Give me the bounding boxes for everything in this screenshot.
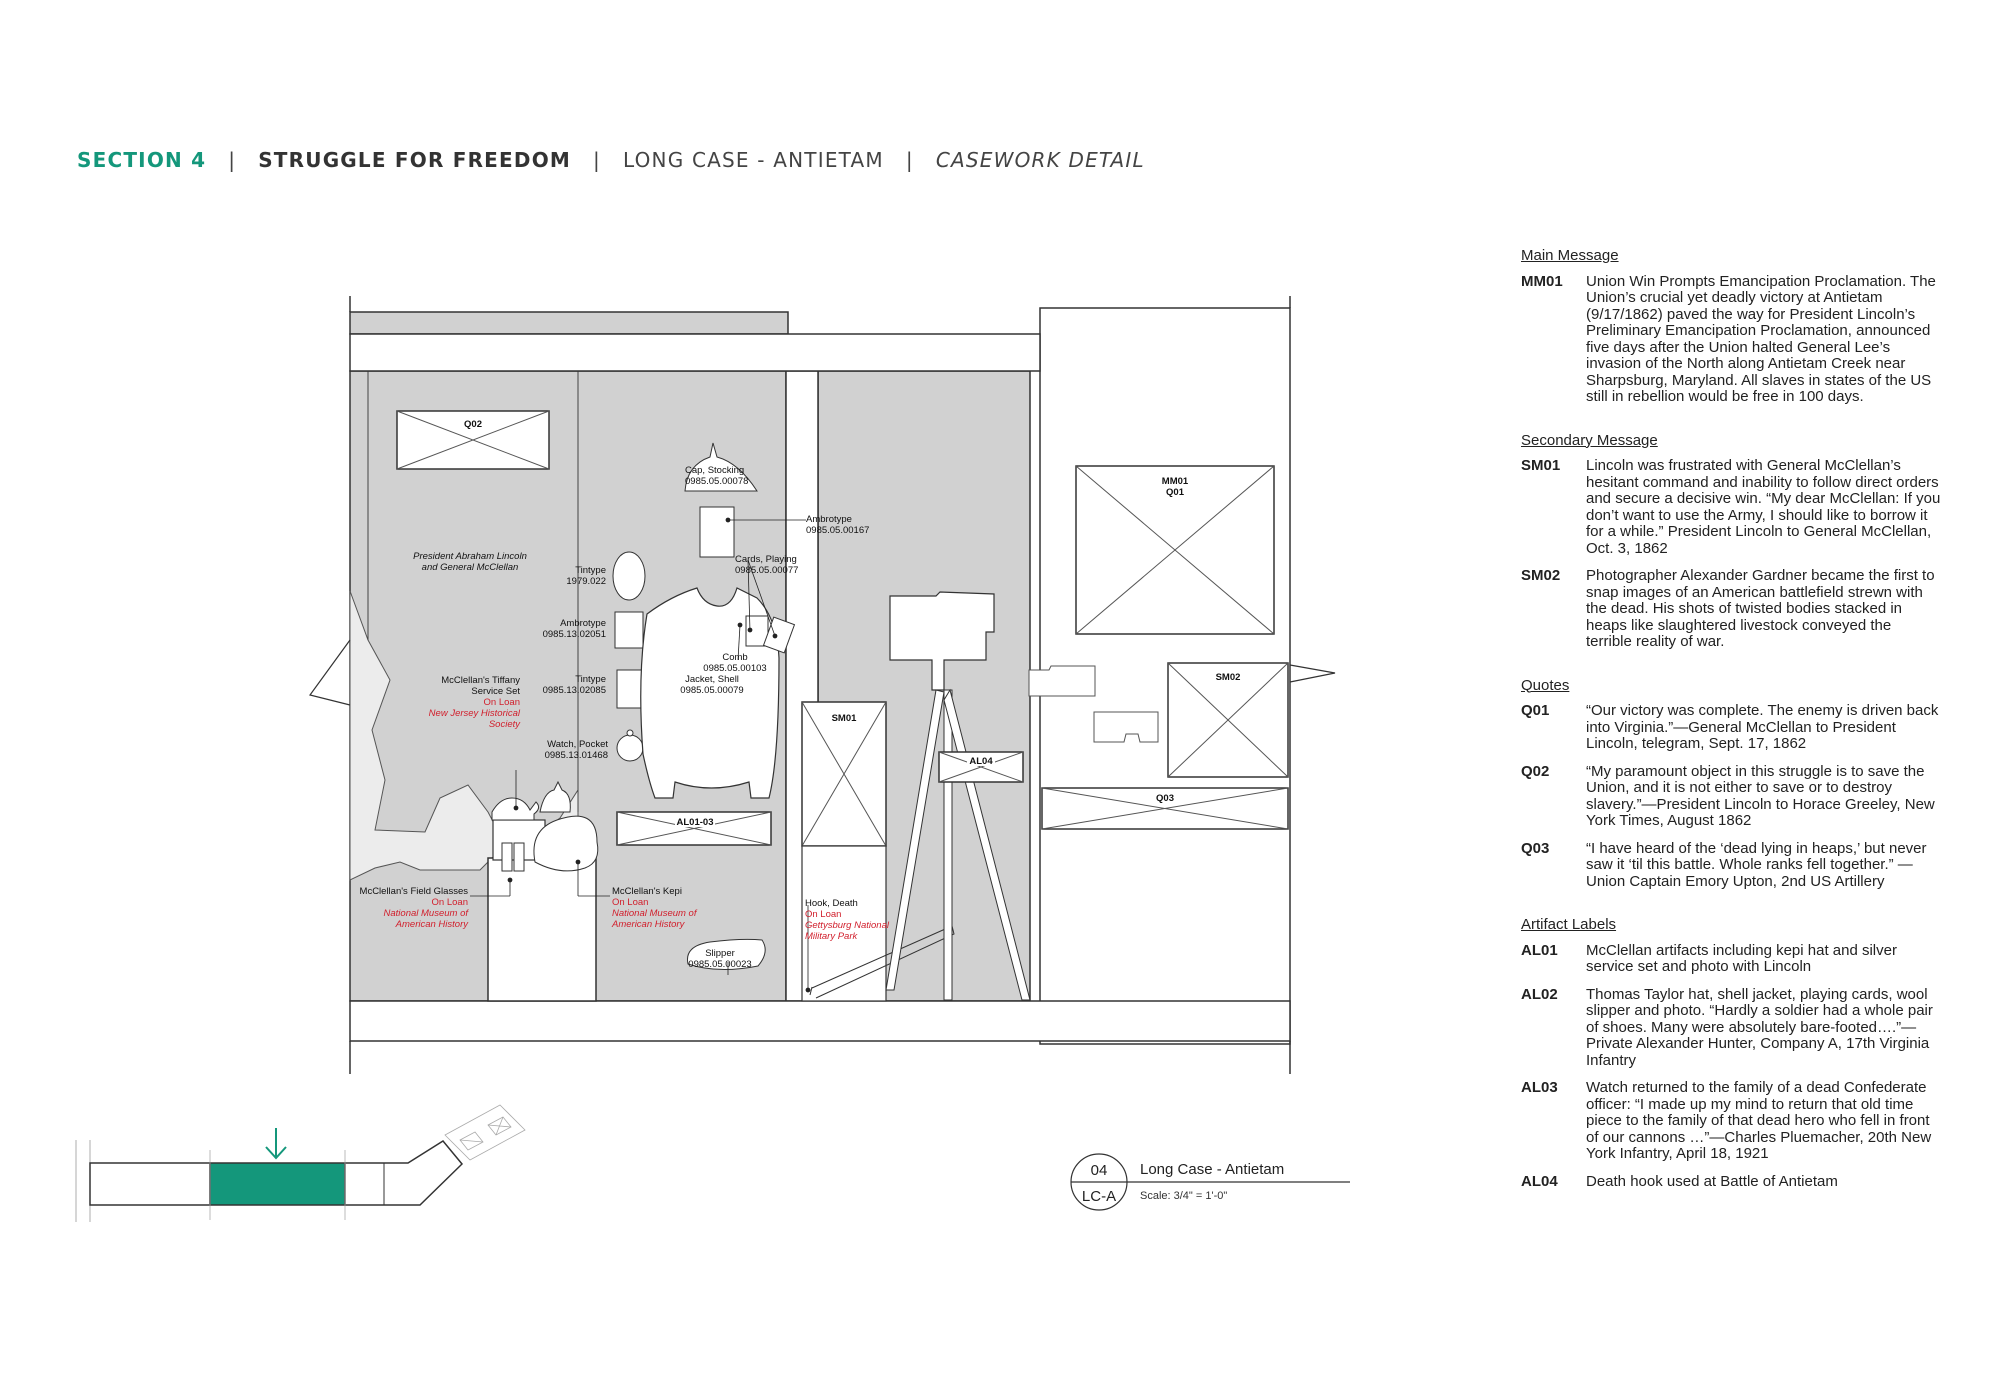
hook-lender-2: Military Park <box>805 931 858 942</box>
entry-code: SM01 <box>1521 457 1561 474</box>
quotes-heading: Quotes <box>1521 676 1570 694</box>
tintype-oval <box>613 552 645 600</box>
tiffany-label-2: Service Set <box>471 686 520 697</box>
list-item <box>1521 764 1941 830</box>
kepi-lender-2: American History <box>612 919 685 930</box>
ambrotype-top-label: Ambrotype <box>806 514 852 525</box>
entry-text: Death hook used at Battle of Antietam <box>1586 1172 1838 1190</box>
drawing-scale: Scale: 3/4" = 1'-0" <box>1140 1190 1228 1202</box>
al04-graphic <box>939 752 1023 782</box>
watch-number: 0985.13.01468 <box>544 750 608 761</box>
list-item <box>1521 1080 1941 1163</box>
header-divider: | <box>593 148 601 172</box>
quotes-group <box>1521 678 1941 891</box>
entry-code: SM02 <box>1521 567 1561 584</box>
drawing-title-block <box>1071 1154 1350 1210</box>
entry-code: Q03 <box>1521 839 1550 857</box>
watch-label: Watch, Pocket <box>547 739 608 750</box>
q02-label: Q02 <box>464 419 482 430</box>
q03-graphic <box>1042 788 1288 829</box>
photo-caption-line1: President Abraham Lincoln <box>413 551 527 562</box>
secondary-message-heading: Secondary Message <box>1521 431 1658 449</box>
list-item <box>1521 841 1941 891</box>
list-item <box>1521 458 1941 557</box>
header-divider: | <box>905 148 914 172</box>
comb-number: 0985.05.00103 <box>703 663 767 674</box>
case-base <box>350 1001 1290 1041</box>
list-item <box>1521 1174 1941 1191</box>
drawing-name: Long Case - Antietam <box>1140 1161 1285 1178</box>
artifact-labels-group <box>1521 917 1941 1190</box>
tiffany-loan: On Loan <box>483 697 520 708</box>
entry-code: AL01 <box>1521 941 1558 959</box>
cap-label: Cap, Stocking <box>685 465 745 476</box>
sm02-graphic <box>1168 663 1288 777</box>
sm02-label: SM02 <box>1215 672 1241 683</box>
watch-bow <box>627 730 633 736</box>
entry-code: AL03 <box>1521 1079 1558 1096</box>
key-plan-highlight <box>210 1163 345 1205</box>
drawing-number: 04 <box>1090 1162 1108 1179</box>
tintype-label: Tintype <box>575 565 606 576</box>
ambrotype-top <box>700 507 734 557</box>
q01-label: Q01 <box>1166 487 1184 498</box>
list-item <box>1521 568 1941 651</box>
tiffany-lender-2: Society <box>488 719 520 730</box>
tintype-rect <box>617 670 642 708</box>
case-name: LONG CASE - ANTIETAM <box>622 148 884 172</box>
break-mark <box>1290 665 1335 682</box>
entry-text: Union Win Prompts Emancipation Proclamation. The Union’s crucial yet deadly victory at Antietam (9/17/1862) paved the way for President Lincoln’s Preliminary Emancipation Proclamation, announced five days after the Union halted General Lee’s invasion of the North along Antietam Creek near Sharpsburg, Maryland. All slaves in states of the US still in rebellion would be free in 100 days. <box>1586 272 1936 405</box>
section-number: SECTION 4 <box>77 148 207 172</box>
entry-text: Lincoln was frustrated with General McClellan’s hesitant command and inability to follow direct orders and secure a decisive win. “My dear McClellan: If you don’t want to use the Army, I should like to borrow it for a while.” President Lincoln to General McClellan, Oct. 3, 1862 <box>1586 457 1941 557</box>
tiffany-label: McClellan's Tiffany <box>441 675 520 686</box>
tintype-number: 1979.022 <box>566 576 606 587</box>
header-divider: | <box>228 148 237 172</box>
glasses-lender-2: American History <box>395 919 468 930</box>
sm01-label: SM01 <box>831 713 857 724</box>
glasses-label: McClellan's Field Glasses <box>359 886 468 897</box>
kepi-label: McClellan's Kepi <box>612 886 682 897</box>
al04-label: AL04 <box>969 756 993 767</box>
field-glasses <box>514 843 524 871</box>
ambrotype-top-number: 0985.05.00167 <box>806 525 870 536</box>
entry-text: Thomas Taylor hat, shell jacket, playing cards, wool slipper and photo. “Hardly a soldier had a whole pair of shoes. Many were absolutely bare-footed….”—Private Alexander Hunter, Company A, 17th Virginia Infantry <box>1586 985 1933 1069</box>
entry-code: AL02 <box>1521 985 1558 1003</box>
pocket-watch <box>617 735 643 761</box>
glasses-lender: National Museum of <box>383 908 468 919</box>
content-schedule <box>1521 248 1941 1217</box>
entry-text: Watch returned to the family of a dead Confederate officer: “I made up my mind to return that old time piece to the family of that dead hero who fell in front of our cannons …”—Charles Pluemacher, 20th New York Infantry, April 18, 1921 <box>1586 1079 1932 1162</box>
artifact-labels-heading: Artifact Labels <box>1521 916 1617 933</box>
tintype2-number: 0985.13.02085 <box>542 685 606 696</box>
main-message-group <box>1521 248 1941 406</box>
al01-03-label: AL01-03 <box>676 817 714 828</box>
hook-loan: On Loan <box>805 909 842 920</box>
list-item <box>1521 703 1941 753</box>
entry-code: MM01 <box>1521 272 1563 290</box>
arrow-down-icon <box>266 1128 286 1158</box>
slipper-number: 0985.05.00023 <box>688 959 752 970</box>
photo-plate <box>1029 666 1095 696</box>
top-header-band <box>350 312 788 334</box>
comb-label: Comb <box>722 652 748 663</box>
al01-03-graphic <box>617 812 771 845</box>
mm01-label: MM01 <box>1161 476 1189 487</box>
jacket-number: 0985.05.00079 <box>680 685 744 696</box>
sm01-graphic <box>802 702 886 1001</box>
tintype2-label: Tintype <box>575 674 606 685</box>
sheet-type: CASEWORK DETAIL <box>935 148 1145 172</box>
ambrotype-mid <box>615 612 643 648</box>
list-item <box>1521 987 1941 1070</box>
glasses-loan: On Loan <box>431 897 468 908</box>
list-item <box>1521 274 1941 406</box>
photo-caption-line2: and General McClellan <box>421 562 519 573</box>
mm01-graphic <box>1076 466 1274 634</box>
entry-code: Q01 <box>1521 702 1550 719</box>
entry-text: Photographer Alexander Gardner became the first to snap images of an American battlefield strewn with the dead. His shots of twisted bodies stacked in heaps like slaughtered livestock conveyed the terrible reality of war. <box>1586 567 1935 650</box>
entry-code: AL04 <box>1521 1172 1558 1190</box>
break-mark <box>310 640 350 705</box>
sheet-number: LC-A <box>1081 1188 1117 1205</box>
entry-text: “I have heard of the ‘dead lying in heaps,’ but never saw it ‘til this battle. Whole ranks fell together.” —Union Captain Emory Upton, 2nd US Artillery <box>1586 839 1927 890</box>
main-message-heading: Main Message <box>1521 247 1619 264</box>
kepi-lender: National Museum of <box>612 908 697 919</box>
section-title: STRUGGLE FOR FREEDOM <box>258 148 572 172</box>
cards-number: 0985.05.00077 <box>735 565 799 576</box>
field-glasses <box>502 843 512 871</box>
key-plan <box>76 1105 525 1222</box>
kepi-loan: On Loan <box>612 897 649 908</box>
ambrotype-mid-label: Ambrotype <box>560 618 606 629</box>
slipper-label: Slipper <box>705 948 735 959</box>
secondary-message-group <box>1521 433 1941 651</box>
hook-label: Hook, Death <box>805 898 858 909</box>
entry-text: “My paramount object in this struggle is to save the Union, and it is not either to save or to destroy slavery.”—President Lincoln to Horace Greeley, New York Times, August 1862 <box>1586 762 1935 829</box>
entry-text: McClellan artifacts including kepi hat and silver service set and photo with Lincoln <box>1586 941 1897 975</box>
jacket-label: Jacket, Shell <box>685 674 739 685</box>
ambrotype-mid-number: 0985.13.02051 <box>542 629 606 640</box>
tiffany-lender: New Jersey Historical <box>428 708 520 719</box>
list-item <box>1521 943 1941 976</box>
hook-lender: Gettysburg National <box>805 920 889 931</box>
q02-graphic <box>397 411 549 469</box>
entry-text: “Our victory was complete. The enemy is driven back into Virginia.”—General McClellan to President Lincoln, telegram, Sept. 17, 1862 <box>1586 702 1939 752</box>
cards-label: Cards, Playing <box>735 554 797 565</box>
q03-label: Q03 <box>1156 793 1174 804</box>
cap-number: 0985.05.00078 <box>685 476 749 487</box>
top-rail <box>350 334 1040 371</box>
pedestal <box>488 858 596 1001</box>
entry-code: Q02 <box>1521 762 1550 780</box>
